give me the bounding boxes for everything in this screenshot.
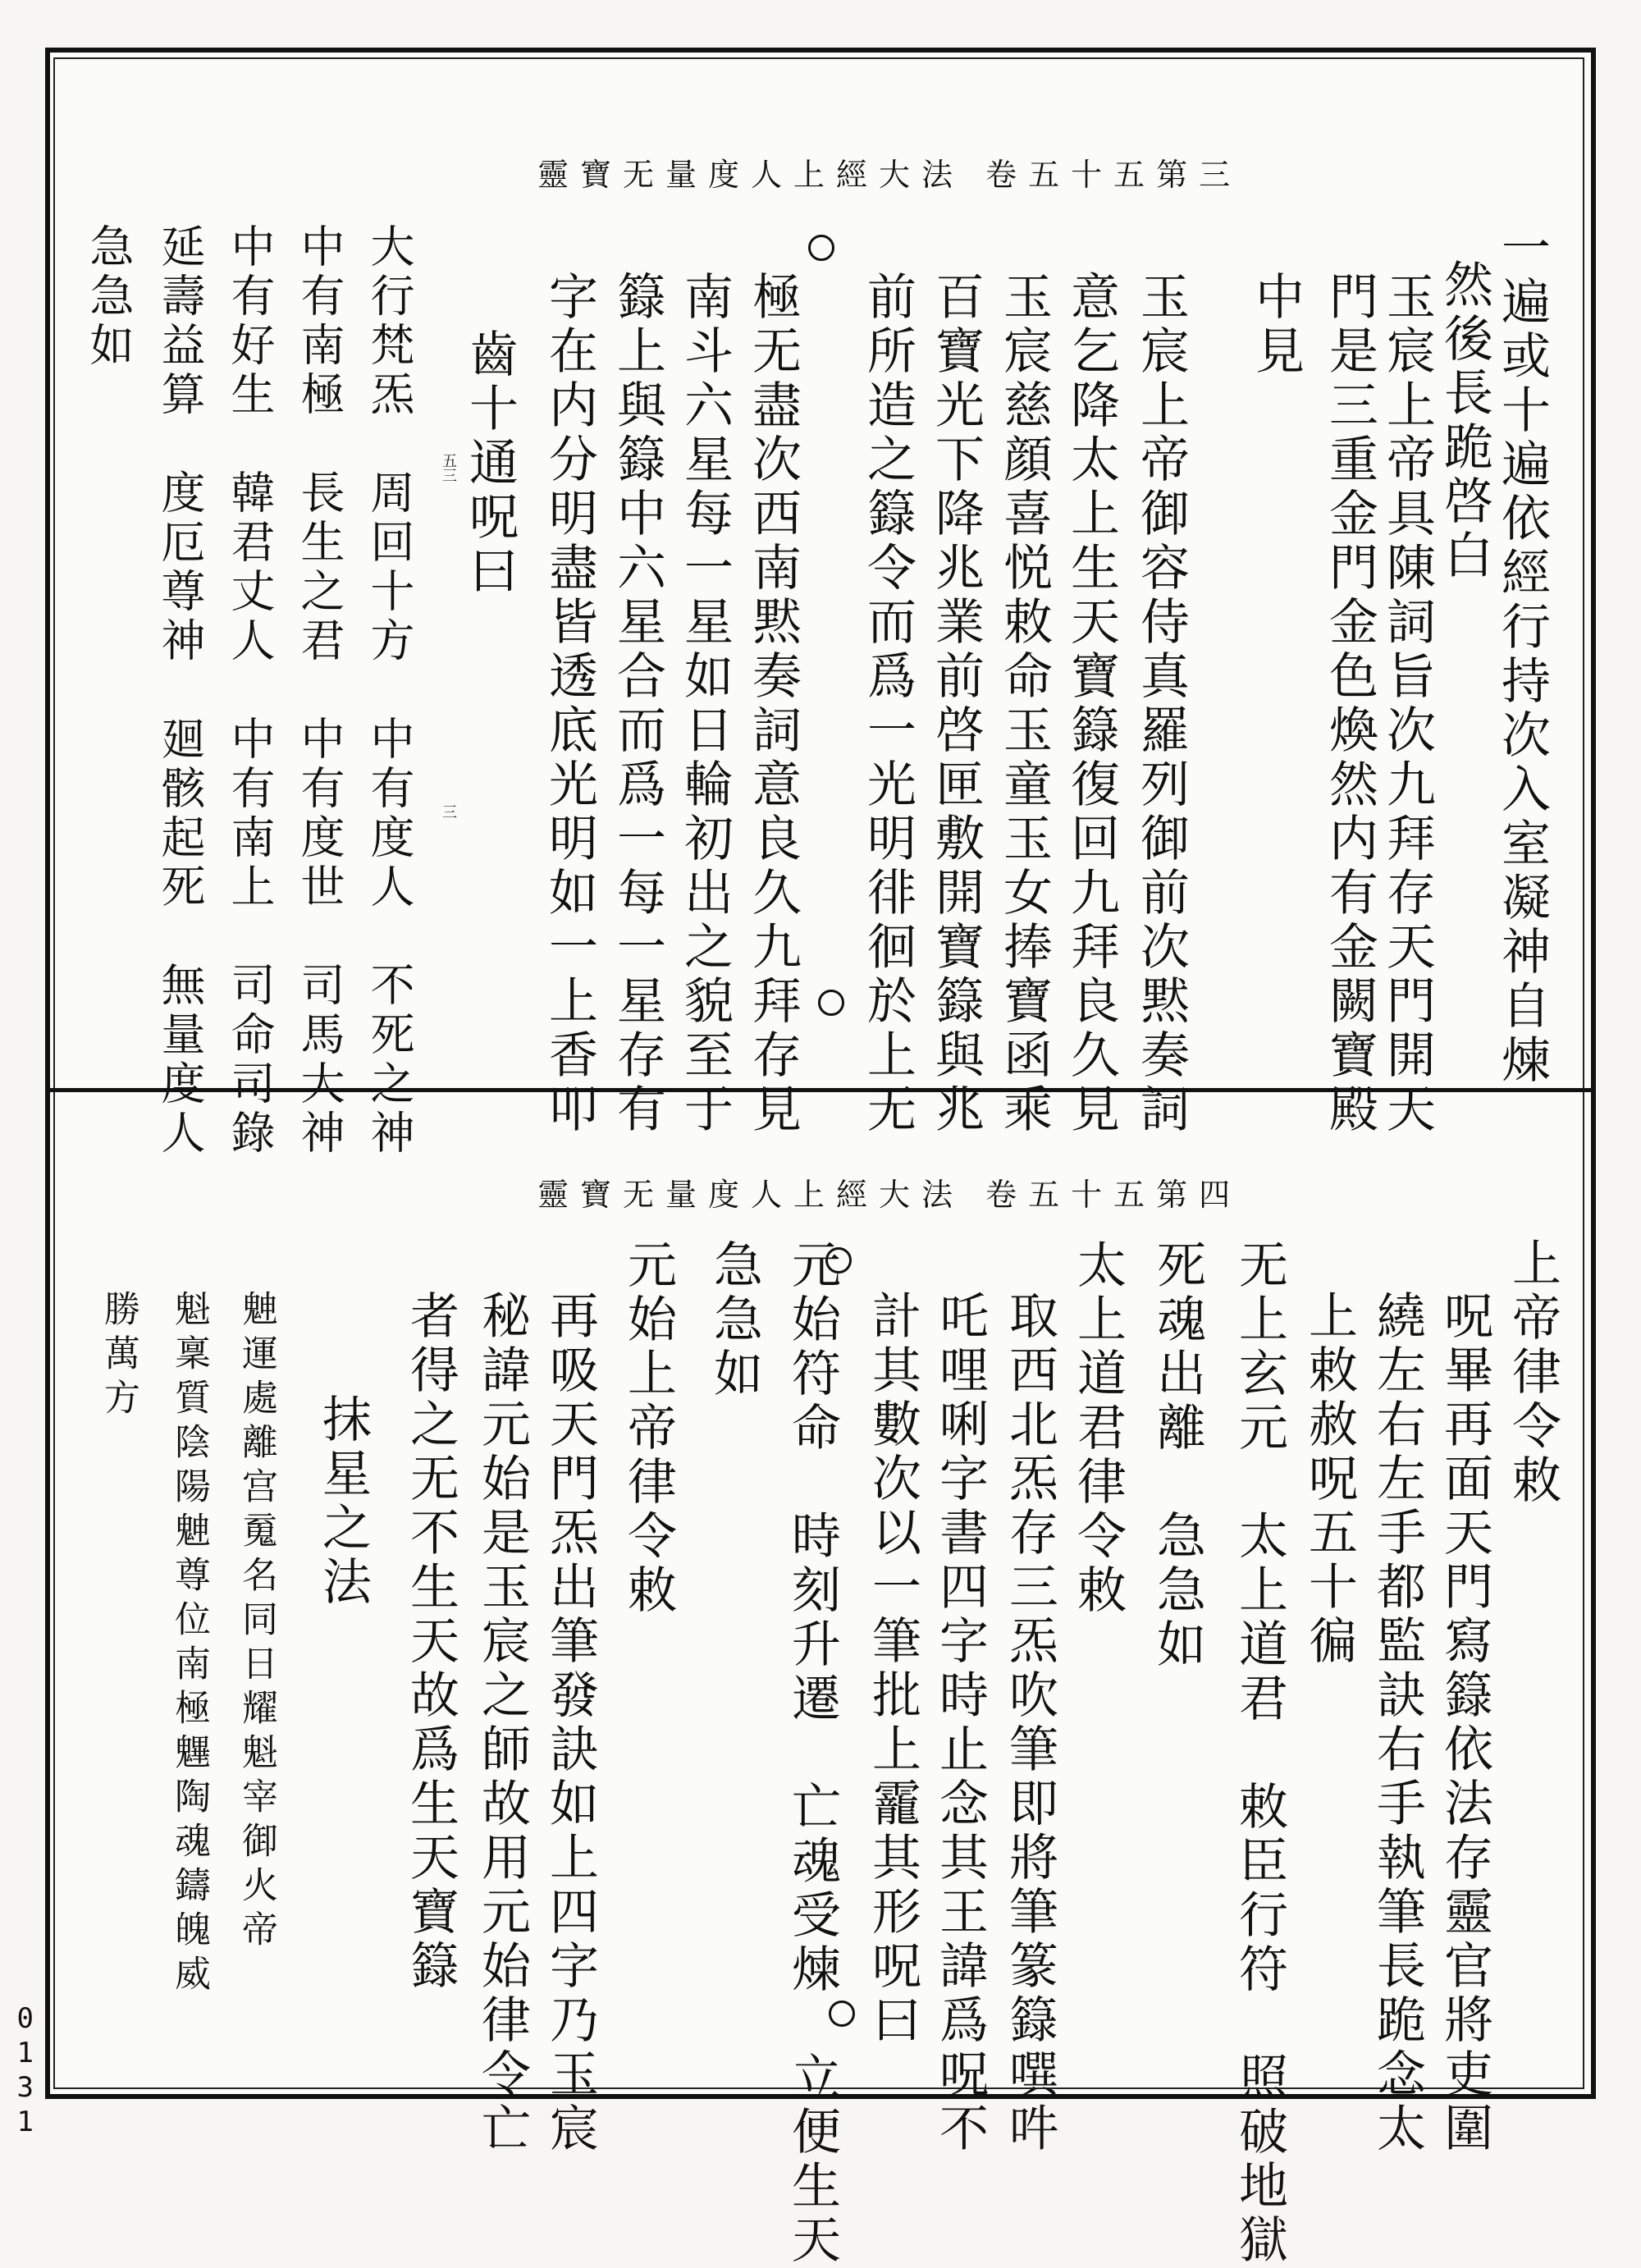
top-col-20: 急急如 <box>83 223 135 371</box>
top-header: 靈寶无量度人上經大法 卷五十五第三 <box>537 157 1242 193</box>
top-col-5: 中見 <box>1247 271 1305 379</box>
bottom-circle-1 <box>825 1247 852 1273</box>
bottom-col-1: 上帝律令敕 <box>1504 1237 1561 1508</box>
top-col-10: 前所造之籙令而爲一光明徘徊於上无 <box>859 271 916 1137</box>
bottom-col-9: 吒哩唎字書四字時止念其王諱爲呪不 <box>931 1290 989 2156</box>
top-col-4: 門是三重金門金色煥然内有金闕寶殿 <box>1321 271 1378 1137</box>
top-circle-2 <box>818 990 844 1016</box>
top-col-6: 玉宸上帝御容侍真羅列御前次黙奏詞 <box>1132 271 1190 1137</box>
top-col-15: 齒十通呪曰 <box>461 328 519 599</box>
top-col-8: 玉宸慈顔喜悦敕命玉童玉女捧寶函乘 <box>995 271 1053 1137</box>
bottom-col-20: 勝萬方 <box>98 1290 139 1423</box>
top-note-2: 五三 <box>440 453 457 482</box>
top-col-17: 中有南極 長生之君 中有度世 司馬大神 <box>294 223 345 1159</box>
bottom-col-11: 元始符命 時刻升遷 亡魂受煉 立便生天 <box>784 1239 841 2268</box>
bottom-col-19: 魁稟質陰陽䰠尊位南極魓陶魂鑄魄威 <box>168 1290 210 1999</box>
top-col-9: 百寶光下降兆業前啓匣敷開寶籙與兆 <box>927 271 985 1137</box>
bottom-col-4: 上敕赦呪五十徧 <box>1300 1290 1358 1669</box>
bottom-col-7: 太上道君律令敕 <box>1069 1239 1127 1618</box>
bottom-col-17: 抹星之法 <box>314 1393 372 1610</box>
bottom-col-14: 再吸天門炁出筆發訣如上四字乃玉宸 <box>542 1290 599 2156</box>
top-circle-1 <box>808 235 834 261</box>
bottom-col-5: 无上玄元 太上道君 敕臣行符 照破地獄 <box>1231 1239 1288 2268</box>
bottom-col-13: 元始上帝律令敕 <box>619 1239 677 1618</box>
top-col-19: 延壽益算 度厄尊神 廻骸起死 無量度人 <box>154 223 206 1159</box>
bottom-col-16: 者得之无不生天故爲生天寶籙 <box>402 1290 459 1994</box>
bottom-col-6: 死魂出離 急急如 <box>1149 1239 1206 1672</box>
bottom-col-8: 取西北炁存三炁吹筆即將筆篆籙噀吽 <box>1001 1290 1058 2156</box>
top-col-16: 大行梵炁 周回十方 中有度人 不死之神 <box>363 223 415 1159</box>
bottom-col-18: 䰠運處離宫䰟名同日耀魁宰御火帝 <box>235 1290 277 1955</box>
bottom-circle-2 <box>829 2001 855 2027</box>
bottom-col-12: 急急如 <box>706 1239 763 1401</box>
bottom-col-10: 計其數次以一筆批上靇其形呪曰 <box>864 1290 921 2048</box>
top-col-1: 一遍或十遍依經行持次入室凝神自煉 <box>1493 222 1551 1088</box>
top-col-13: 籙上與籙中六星合而爲一每一星存有 <box>609 271 666 1137</box>
bottom-col-15: 秘諱元始是玉宸之師故用元始律令亡 <box>473 1290 531 2156</box>
bottom-col-3: 繞左右左手都監訣右手執筆長跪念太 <box>1369 1290 1426 2156</box>
top-col-12: 南斗六星每一星如日輪初出之貌至于 <box>676 271 734 1137</box>
top-col-14: 字在内分明盡皆透底光明如一上香叩 <box>541 271 598 1137</box>
top-col-2: 然後長跪啓白 <box>1436 258 1493 583</box>
top-col-18: 中有好生 韓君丈人 中有南上 司命司錄 <box>224 223 276 1159</box>
page-number: 0131 <box>8 2002 42 2140</box>
top-col-3: 玉宸上帝具陳詞旨次九拜存天門開天 <box>1378 271 1436 1137</box>
bottom-col-2: 呪畢再面天門寫籙依法存靈官將吏圍 <box>1436 1290 1493 2156</box>
top-note-1: 三 <box>440 804 457 819</box>
bottom-header: 靈寶无量度人上經大法 卷五十五第四 <box>537 1177 1242 1213</box>
top-col-7: 意乞降太上生天寶籙復回九拜良久見 <box>1063 271 1120 1137</box>
top-col-11: 極无盡次西南黙奏詞意良久九拜存見 <box>744 271 802 1137</box>
